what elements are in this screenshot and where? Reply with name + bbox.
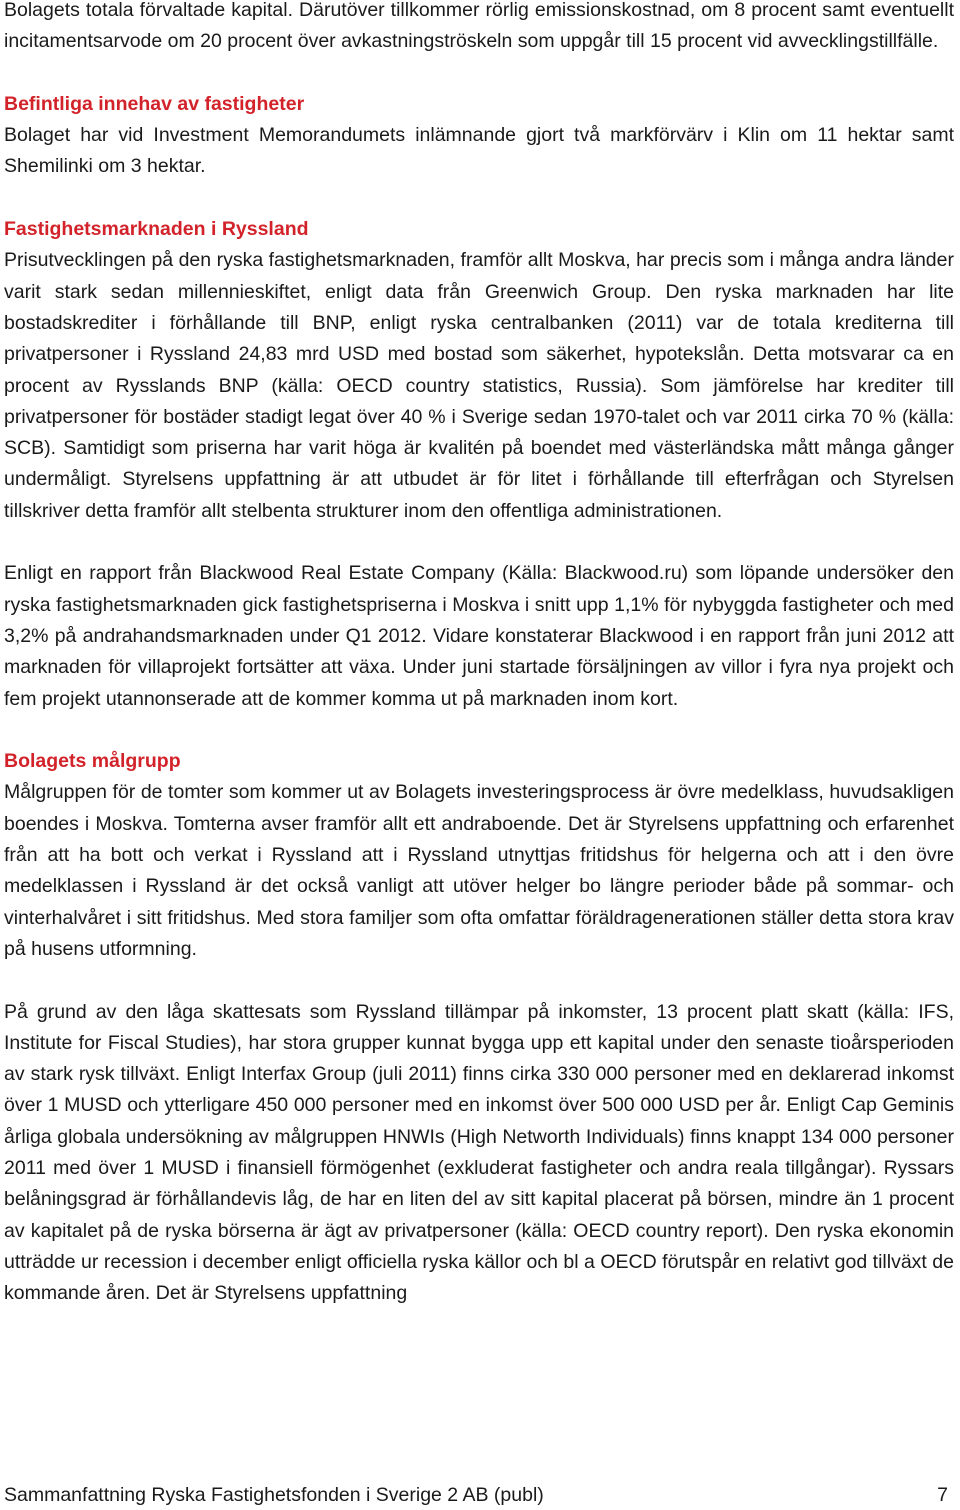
section-heading: Befintliga innehav av fastigheter (4, 92, 305, 115)
document-page (4, 0, 954, 1470)
section-target-group-continued: På grund av den låga skattesats som Ryssland tillämpar på inkomster, 13 procent platt skatt (källa: IFS, Institute for Fiscal Studies), har stora grupper kunnat bygga upp ett kapital under den senaste tioårsperioden av stark rysk tillväxt. Enligt Interfax Group (juli 2011) finns cirka 330 000 personer med en deklarerad inkomst över 1 MUSD och ytterligare 450 000 personer med en inkomst över 500 000 USD per år. Enligt Cap Geminis årliga globala undersökning av målgruppen HNWIs (High Networth Individuals) finns knappt 134 000 personer 2011 med över 1 MUSD i finansiell förmögenhet (exkluderat fastigheter och andra reala tillgångar). Ryssars belåningsgrad är förhållandevis låg, de har en liten del av sitt kapital placerat på börsen, mindre än 1 procent av kapitalet på de ryska börserna är ägt av privatpersoner (källa: OECD country report). Den ryska ekonomin utträdde ur recession i december enligt officiella ryska källor och bl a OECD förutspår en relativt god tillväxt de kommande åren. Det är Styrelsens uppfattning (4, 1000, 954, 1305)
section-heading: Fastighetsmarknaden i Ryssland (4, 218, 309, 241)
section-paragraph: Bolaget har vid Investment Memorandumets inlämnande gjort två markförvärv i Klin om 11 hektar samt Shemilinki om 3 hektar. (4, 124, 954, 178)
footer-title: Sammanfattning Ryska Fastighetsfonden i Sverige 2 AB (publ) (4, 1484, 544, 1506)
intro-paragraph: Bolagets totala förvaltade kapital. Därutöver tillkommer rörlig emissionskostnad, om 8 procent samt eventuellt incitamentsarvode om 20 procent över avkastningströskeln som uppgår till 15 procent vid avvecklingstillfälle. (4, 0, 954, 53)
section-heading: Bolagets målgrupp (4, 750, 181, 773)
section-target-group (4, 746, 954, 965)
section-paragraph: Prisutvecklingen på den ryska fastighetsmarknaden, framför allt Moskva, har precis som i många andra länder varit stark sedan millennieskiftet, enligt data från Greenwich Group. Den ryska marknaden har lite bostadskrediter i förhållande till BNP, enligt ryska centralbanken (2011) var de totala krediterna till privatpersoner i Ryssland 24,83 mrd USD med bostad som säkerhet, hypotekslån. Detta motsvarar ca en procent av Rysslands BNP (källa: OECD country statistics, Russia). Som jämförelse har krediter till privatpersoner för bostäder stadigt legat över 40 % i Sverige sedan 1970-talet och var 2011 cirka 70 % (källa: SCB). Samtidigt som priserna har varit höga är kvalitén på boendet med västerländska mått många gånger undermåligt. Styrelsens uppfattning är att utbudet är för litet i förhållande till efterfrågan och Styrelsen tillskriver detta framför allt stelbenta strukturer inom den offentliga administrationen. (4, 249, 954, 522)
section-property-market-continued: Enligt en rapport från Blackwood Real Estate Company (Källa: Blackwood.ru) som löpande undersöker den ryska fastighetsmarknaden gick fastighetspriserna i Moskva i snitt upp 1,1% för nybyggda fastigheter och med 3,2% på andrahandsmarknaden under Q1 2012. Vidare konstaterar Blackwood i en rapport från juni 2012 att marknaden för villaprojekt fortsätter att växa. Under juni startade försäljningen av villor i fyra nya projekt och fem projekt utannonserade att de kommer komma ut på marknaden inom kort. (4, 562, 954, 710)
page-number: 7 (937, 1484, 948, 1506)
page-footer (4, 1480, 948, 1510)
section-paragraph: Målgruppen för de tomter som kommer ut av Bolagets investeringsprocess är övre medelklass, huvudsakligen boendes i Moskva. Tomterna avser framför allt ett andraboende. Det är Styrelsens uppfattning och erfarenhet från att ha bott och verkat i Ryssland att i Ryssland utnyttjas fritidshus för helgerna och att i den övre medelklassen i Ryssland är det också vanligt att utöver helger bo längre perioder både på sommar- och vinterhalvåret i sitt fritidshus. Med stora familjer som ofta omfattar föräldragenerationen ställer detta stora krav på husens utformning. (4, 781, 954, 960)
section-property-market (4, 214, 954, 527)
section-existing-holdings (4, 89, 954, 183)
